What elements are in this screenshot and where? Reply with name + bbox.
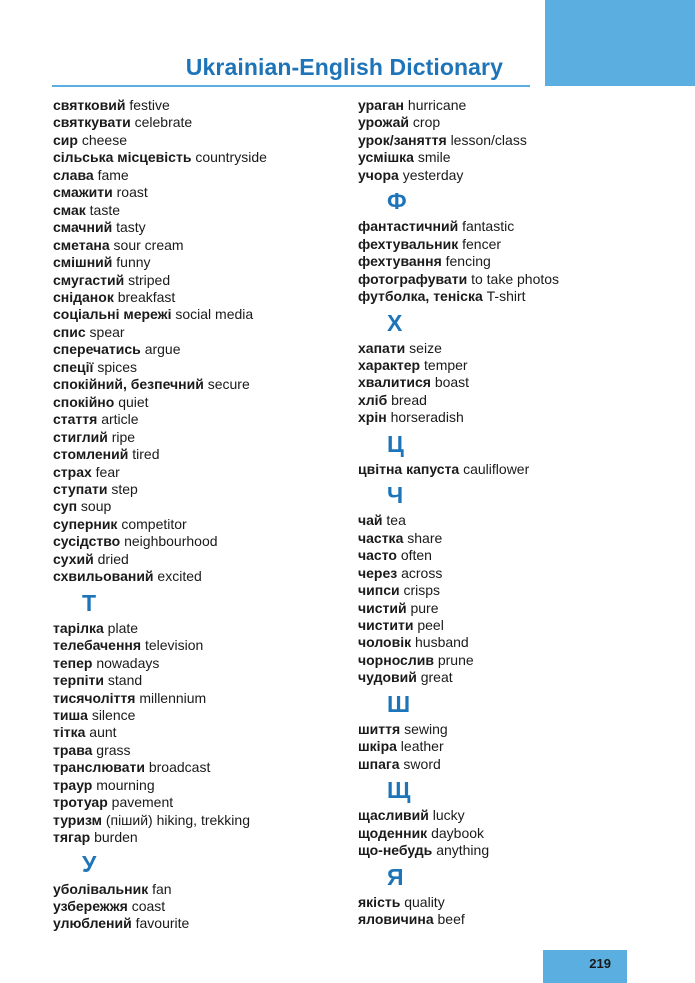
english-translation: great: [420, 669, 453, 686]
dictionary-entry: [53, 777, 343, 794]
dictionary-entry: [53, 759, 343, 776]
ukrainian-word: телебачення: [53, 637, 142, 654]
dictionary-entry: [53, 429, 343, 446]
english-translation: temper: [424, 356, 468, 373]
ukrainian-word: хапати: [358, 339, 406, 356]
english-translation: sour cream: [113, 236, 184, 253]
ukrainian-word: смачний: [53, 219, 113, 236]
english-translation: countryside: [195, 149, 267, 166]
english-translation: peel: [417, 616, 444, 633]
dictionary-entry: [358, 894, 658, 911]
ukrainian-word: шпага: [358, 755, 400, 772]
english-translation: tasty: [116, 219, 146, 236]
ukrainian-word: через: [358, 564, 398, 581]
ukrainian-word: шкіра: [358, 738, 397, 755]
ukrainian-word: сир: [53, 131, 78, 148]
dictionary-entry: [53, 898, 343, 915]
dictionary-entry: [53, 167, 343, 184]
ukrainian-word: цвітна капуста: [358, 460, 460, 477]
ukrainian-word: урожай: [358, 114, 410, 131]
section-letter: Я: [387, 863, 404, 890]
english-translation: horseradish: [390, 409, 464, 426]
ukrainian-word: святкувати: [53, 114, 131, 131]
ukrainian-word: сільська місцевість: [53, 149, 192, 166]
dictionary-entry: [358, 582, 658, 599]
ukrainian-word: якість: [358, 893, 401, 910]
english-translation: celebrate: [134, 114, 193, 131]
ukrainian-word: ступати: [53, 480, 108, 497]
english-translation: secure: [207, 376, 250, 393]
dictionary-entry: [53, 481, 343, 498]
english-translation: husband: [415, 634, 469, 651]
english-translation: fear: [95, 463, 120, 480]
dictionary-entry: [53, 184, 343, 201]
english-translation: step: [111, 480, 138, 497]
dictionary-entry: [53, 114, 343, 131]
ukrainian-word: тиша: [53, 706, 88, 723]
ukrainian-word: характер: [358, 356, 421, 373]
dictionary-entry: [53, 498, 343, 515]
dictionary-entry: [53, 829, 343, 846]
english-translation: (піший) hiking, trekking: [105, 811, 250, 828]
section-letter: Ф: [387, 188, 407, 215]
ukrainian-word: стиглий: [53, 428, 108, 445]
english-translation: lesson/class: [450, 131, 527, 148]
english-translation: burden: [94, 829, 138, 846]
dictionary-entry: [358, 669, 658, 686]
english-translation: across: [401, 564, 443, 581]
ukrainian-word: сперечатись: [53, 341, 141, 358]
english-translation: smile: [417, 149, 451, 166]
ukrainian-word: смугастий: [53, 271, 125, 288]
dictionary-entry: [53, 254, 343, 271]
english-translation: breakfast: [117, 288, 176, 305]
ukrainian-word: спокійно: [53, 393, 115, 410]
dictionary-entry: [358, 738, 658, 755]
dictionary-entry: [53, 464, 343, 481]
ukrainian-word: яловичина: [358, 910, 434, 927]
dictionary-entry: [53, 219, 343, 236]
ukrainian-word: спис: [53, 323, 86, 340]
ukrainian-word: терпіти: [53, 672, 105, 689]
english-translation: tired: [132, 446, 160, 463]
ukrainian-word: фехтування: [358, 253, 442, 270]
dictionary-entry: [358, 842, 658, 859]
ukrainian-word: футболка, теніска: [358, 288, 483, 305]
ukrainian-word: спокійний, безпечний: [53, 376, 204, 393]
ukrainian-word: хвалитися: [358, 374, 431, 391]
dictionary-entry: [358, 634, 658, 651]
ukrainian-word: тарілка: [53, 619, 104, 636]
ukrainian-word: щоденник: [358, 824, 428, 841]
dictionary-entry: [53, 289, 343, 306]
english-translation: quiet: [118, 393, 149, 410]
english-translation: tea: [386, 512, 406, 529]
section-letter: Ц: [387, 430, 404, 457]
ukrainian-word: чай: [358, 512, 383, 529]
dictionary-entry: [53, 655, 343, 672]
english-translation: crisps: [403, 582, 441, 599]
dictionary-entry: [53, 707, 343, 724]
dictionary-entry: [358, 617, 658, 634]
english-translation: aunt: [89, 724, 117, 741]
ukrainian-word: шиття: [358, 720, 401, 737]
dictionary-entry: [53, 306, 343, 323]
dictionary-entry: [358, 218, 658, 235]
right-column: [358, 97, 658, 928]
dictionary-entry: [358, 461, 658, 478]
english-translation: prune: [437, 651, 474, 668]
ukrainian-word: хліб: [358, 391, 388, 408]
section-letter: Ч: [387, 482, 404, 509]
ukrainian-word: смішний: [53, 254, 113, 271]
ukrainian-word: чипси: [358, 582, 400, 599]
dictionary-entry: [53, 394, 343, 411]
section-letter: У: [82, 850, 97, 877]
dictionary-entry: [53, 794, 343, 811]
dictionary-entry: [358, 357, 658, 374]
ukrainian-word: тротуар: [53, 794, 108, 811]
page-title: Ukrainian-English Dictionary: [185, 54, 503, 80]
page-number-box: [543, 950, 627, 983]
dictionary-entry: [53, 359, 343, 376]
english-translation: soup: [80, 498, 112, 515]
ukrainian-word: уболівальник: [53, 880, 149, 897]
english-translation: fan: [152, 880, 172, 897]
english-translation: leather: [400, 738, 444, 755]
ukrainian-word: щасливий: [358, 807, 429, 824]
dictionary-entry: [358, 392, 658, 409]
ukrainian-word: фехтувальник: [358, 235, 459, 252]
dictionary-entry: [358, 271, 658, 288]
english-translation: stand: [107, 672, 143, 689]
english-translation: millennium: [139, 689, 207, 706]
dictionary-entry: [53, 672, 343, 689]
ukrainian-word: трава: [53, 741, 93, 758]
dictionary-entry: [53, 202, 343, 219]
ukrainian-word: спеції: [53, 358, 94, 375]
dictionary-entry: [358, 114, 658, 131]
english-translation: funny: [116, 254, 151, 271]
english-translation: beef: [437, 910, 465, 927]
ukrainian-word: стомлений: [53, 446, 129, 463]
english-translation: crop: [412, 114, 441, 131]
english-translation: festive: [129, 97, 170, 113]
ukrainian-word: узбережжя: [53, 898, 128, 915]
dictionary-entry: [53, 149, 343, 166]
ukrainian-word: часто: [358, 547, 397, 564]
dictionary-entry: [358, 512, 658, 529]
title-underline: [52, 85, 530, 87]
dictionary-entry: [53, 724, 343, 741]
ukrainian-word: частка: [358, 529, 404, 546]
dictionary-entry: [53, 97, 343, 114]
ukrainian-word: учора: [358, 166, 399, 183]
english-translation: competitor: [121, 515, 187, 532]
ukrainian-word: соціальні мережі: [53, 306, 172, 323]
dictionary-entry: [53, 812, 343, 829]
english-translation: seize: [409, 339, 442, 356]
dictionary-entry: [53, 411, 343, 428]
dictionary-entry: [53, 568, 343, 585]
dictionary-entry: [53, 533, 343, 550]
english-translation: yesterday: [402, 166, 464, 183]
dictionary-entry: [53, 341, 343, 358]
corner-decoration: [545, 0, 695, 86]
ukrainian-word: урок/заняття: [358, 131, 447, 148]
ukrainian-word: чистий: [358, 599, 407, 616]
dictionary-entry: [53, 881, 343, 898]
dictionary-entry: [358, 547, 658, 564]
english-translation: striped: [128, 271, 171, 288]
ukrainian-word: тягар: [53, 829, 91, 846]
ukrainian-word: сусідство: [53, 533, 121, 550]
english-translation: dried: [97, 550, 129, 567]
ukrainian-word: улюблений: [53, 915, 132, 932]
dictionary-entry: [53, 132, 343, 149]
english-translation: pavement: [111, 794, 174, 811]
page-number: 219: [589, 956, 611, 971]
english-translation: television: [144, 637, 204, 654]
english-translation: nowadays: [96, 654, 160, 671]
ukrainian-word: тітка: [53, 724, 86, 741]
dictionary-entry: [358, 236, 658, 253]
left-column: [53, 97, 343, 933]
section-letter: Т: [82, 589, 97, 616]
english-translation: boast: [434, 374, 470, 391]
ukrainian-word: страх: [53, 463, 92, 480]
dictionary-entry: [358, 288, 658, 305]
dictionary-entry: [53, 620, 343, 637]
dictionary-entry: [358, 149, 658, 166]
dictionary-entry: [53, 742, 343, 759]
ukrainian-word: слава: [53, 166, 94, 183]
ukrainian-word: стаття: [53, 411, 98, 428]
dictionary-entry: [358, 756, 658, 773]
english-translation: spear: [89, 323, 125, 340]
english-translation: silence: [91, 706, 136, 723]
english-translation: bread: [391, 391, 427, 408]
english-translation: T-shirt: [486, 288, 526, 305]
dictionary-entry: [358, 374, 658, 391]
english-translation: roast: [116, 184, 148, 201]
english-translation: fencing: [445, 253, 491, 270]
english-translation: plate: [107, 619, 139, 636]
dictionary-entry: [358, 530, 658, 547]
dictionary-entry: [53, 446, 343, 463]
english-translation: neighbourhood: [124, 533, 218, 550]
english-translation: mourning: [96, 776, 155, 793]
english-translation: argue: [144, 341, 181, 358]
ukrainian-word: туризм: [53, 811, 102, 828]
english-translation: sewing: [404, 720, 448, 737]
english-translation: fencer: [462, 235, 502, 252]
english-translation: fame: [97, 166, 129, 183]
ukrainian-word: сніданок: [53, 288, 114, 305]
english-translation: often: [400, 547, 432, 564]
dictionary-entry: [53, 516, 343, 533]
english-translation: grass: [96, 741, 131, 758]
english-translation: taste: [89, 201, 121, 218]
english-translation: coast: [131, 898, 166, 915]
dictionary-entry: [358, 825, 658, 842]
dictionary-entry: [53, 915, 343, 932]
english-translation: pure: [410, 599, 439, 616]
ukrainian-word: суперник: [53, 515, 118, 532]
dictionary-entry: [358, 132, 658, 149]
ukrainian-word: смак: [53, 201, 86, 218]
ukrainian-word: траур: [53, 776, 93, 793]
english-translation: to take photos: [471, 270, 560, 287]
dictionary-entry: [53, 237, 343, 254]
section-letter: Щ: [387, 777, 411, 804]
dictionary-entry: [358, 721, 658, 738]
dictionary-entry: [358, 600, 658, 617]
dictionary-entry: [53, 551, 343, 568]
ukrainian-word: що-небудь: [358, 842, 433, 859]
dictionary-entry: [358, 652, 658, 669]
dictionary-entry: [358, 565, 658, 582]
english-translation: hurricane: [407, 97, 467, 113]
dictionary-entry: [358, 167, 658, 184]
ukrainian-word: смажити: [53, 184, 113, 201]
english-translation: article: [101, 411, 139, 428]
english-translation: social media: [175, 306, 254, 323]
dictionary-entry: [358, 807, 658, 824]
english-translation: spices: [97, 358, 138, 375]
english-translation: excited: [157, 568, 202, 585]
english-translation: cheese: [81, 131, 127, 148]
ukrainian-word: ураган: [358, 97, 405, 113]
english-translation: quality: [404, 893, 445, 910]
dictionary-entry: [358, 340, 658, 357]
english-translation: ripe: [111, 428, 136, 445]
ukrainian-word: чорнослив: [358, 651, 434, 668]
section-letter: Ш: [387, 690, 411, 717]
english-translation: sword: [403, 755, 441, 772]
dictionary-entry: [53, 376, 343, 393]
dictionary-entry: [53, 272, 343, 289]
dictionary-entry: [358, 253, 658, 270]
dictionary-entry: [53, 324, 343, 341]
ukrainian-word: сметана: [53, 236, 110, 253]
ukrainian-word: хрін: [358, 409, 387, 426]
english-translation: fantastic: [462, 218, 515, 235]
dictionary-entry: [358, 911, 658, 928]
ukrainian-word: чистити: [358, 616, 414, 633]
english-translation: anything: [436, 842, 490, 859]
ukrainian-word: фотографувати: [358, 270, 468, 287]
ukrainian-word: тепер: [53, 654, 93, 671]
ukrainian-word: чудовий: [358, 669, 417, 686]
ukrainian-word: сухий: [53, 550, 94, 567]
dictionary-entry: [53, 637, 343, 654]
english-translation: favourite: [135, 915, 190, 932]
english-translation: lucky: [432, 807, 465, 824]
ukrainian-word: транслювати: [53, 759, 145, 776]
english-translation: daybook: [431, 824, 485, 841]
dictionary-entry: [358, 97, 658, 114]
ukrainian-word: суп: [53, 498, 78, 515]
section-letter: Х: [387, 309, 403, 336]
english-translation: cauliflower: [463, 460, 530, 477]
ukrainian-word: схвильований: [53, 568, 154, 585]
ukrainian-word: святковий: [53, 97, 126, 113]
dictionary-entry: [53, 690, 343, 707]
ukrainian-word: усмішка: [358, 149, 414, 166]
english-translation: share: [407, 529, 443, 546]
ukrainian-word: чоловік: [358, 634, 412, 651]
dictionary-entry: [358, 409, 658, 426]
ukrainian-word: тисячоліття: [53, 689, 136, 706]
english-translation: broadcast: [148, 759, 211, 776]
ukrainian-word: фантастичний: [358, 218, 459, 235]
